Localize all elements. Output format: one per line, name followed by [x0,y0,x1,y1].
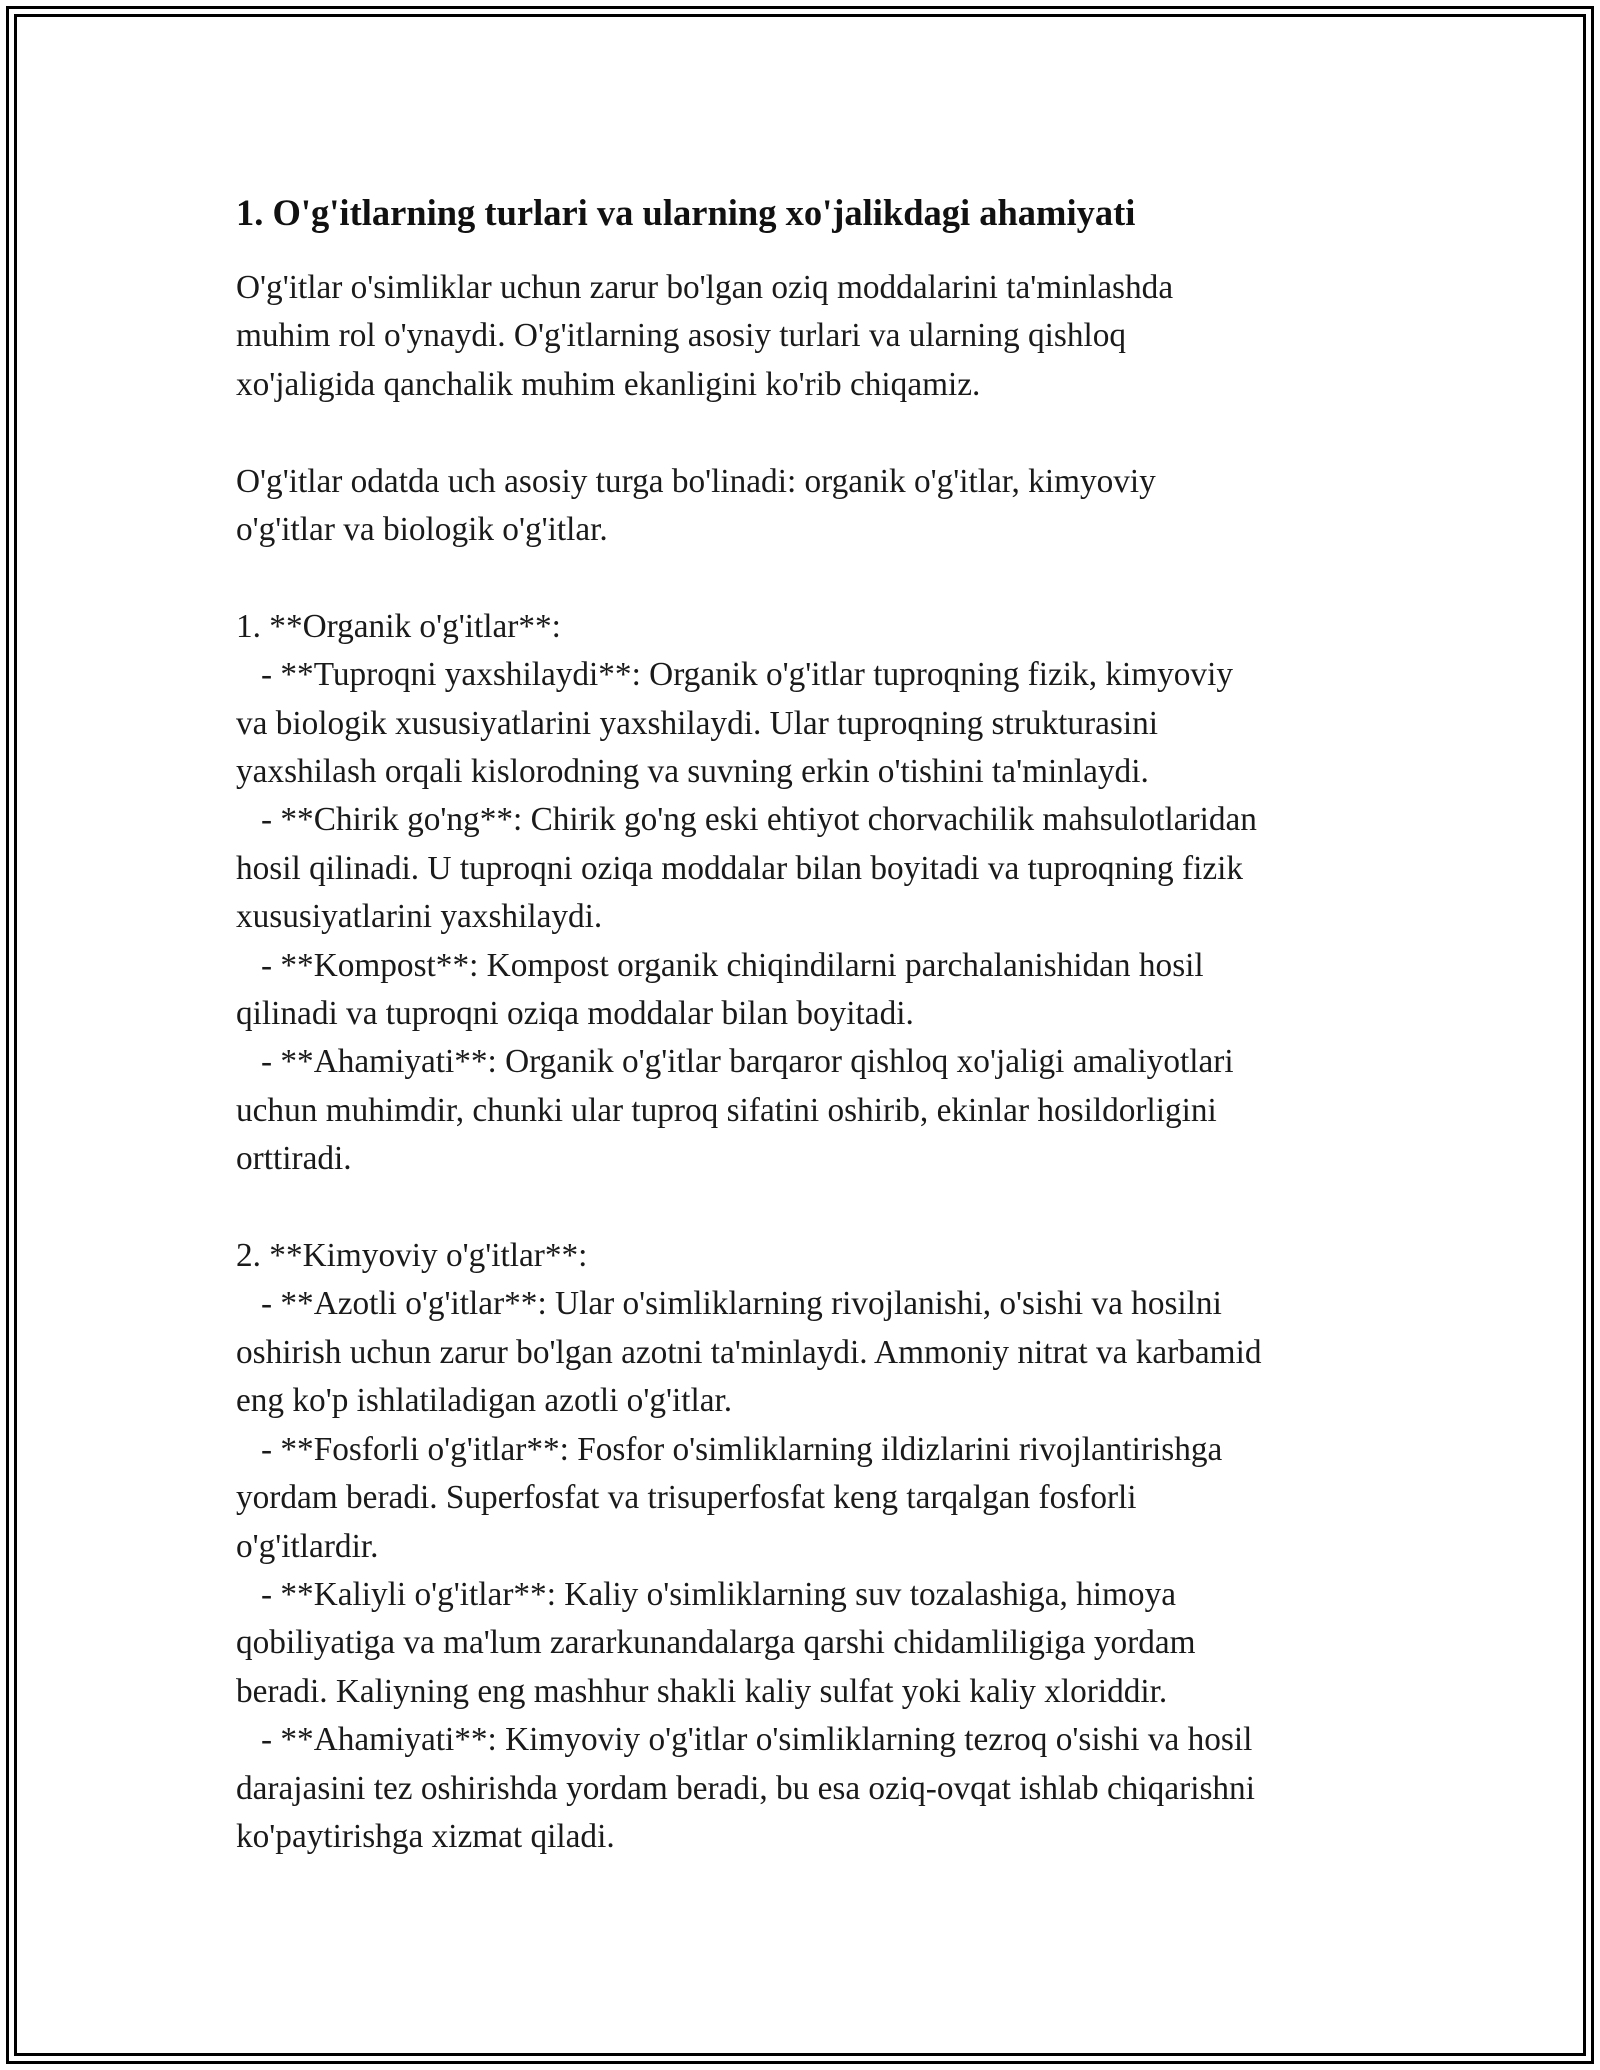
text-line: - **Chirik go'ng**: Chirik go'ng eski ehtiyot chorvachilik mahsulotlaridan [236,801,1257,839]
text-line: - **Azotli o'g'itlar**: Ular o'simliklarning rivojlanishi, o'sishi va hosilni [236,1285,1222,1323]
paragraph-gap [236,554,1386,602]
text-line: - **Kaliyli o'g'itlar**: Kaliy o'simliklarning suv tozalashiga, himoya [236,1575,1176,1613]
document-body [236,188,1386,1861]
text-line: - **Fosforli o'g'itlar**: Fosfor o'simliklarning ildizlarini rivojlantirishga [236,1430,1223,1468]
text-line: o'g'itlardir. [236,1527,379,1565]
paragraph-gap [236,1184,1386,1232]
organic-fertilizers-section [236,603,1386,1184]
text-line: ko'paytirishga xizmat qiladi. [236,1817,615,1855]
text-line: O'g'itlar o'simliklar uchun zarur bo'lgan oziq moddalarini ta'minlashda [236,269,1174,306]
text-line: oshirish uchun zarur bo'lgan azotni ta'minlaydi. Ammoniy nitrat va karbamid [236,1333,1262,1371]
document-heading: 1. O'g'itlarning turlari va ularning xo'jalikdagi ahamiyati [236,192,1136,233]
text-line: - **Ahamiyati**: Organik o'g'itlar barqaror qishloq xo'jaligi amaliyotlari [236,1043,1234,1081]
text-line: beradi. Kaliyning eng mashhur shakli kaliy sulfat yoki kaliy xloriddir. [236,1672,1168,1710]
text-line: orttiradi. [236,1140,352,1178]
text-line: muhim rol o'ynaydi. O'g'itlarning asosiy turlari va ularning qishloq [236,317,1127,355]
text-line: qobiliyatiga va ma'lum zararkunandalarga qarshi chidamliligiga yordam [236,1624,1196,1662]
text-line: O'g'itlar odatda uch asosiy turga bo'linadi: organik o'g'itlar, kimyoviy [236,462,1156,500]
text-line: - **Tuproqni yaxshilaydi**: Organik o'g'itlar tuproqning fizik, kimyoviy [236,656,1233,694]
chemical-fertilizers-section [236,1232,1386,1861]
overview-paragraph [236,458,1386,555]
text-line: - **Kompost**: Kompost organik chiqindilarni parchalanishidan hosil [236,946,1204,984]
text-line: yordam beradi. Superfosfat va trisuperfosfat keng tarqalgan fosforli [236,1479,1137,1517]
text-line: hosil qilinadi. U tuproqni oziqa moddalar bilan boyitadi va tuproqning fizik [236,849,1244,887]
text-line: o'g'itlar va biologik o'g'itlar. [236,511,608,549]
text-line: darajasini tez oshirishda yordam beradi, bu esa oziq-ovqat ishlab chiqarishni [236,1769,1255,1807]
text-line: 2. **Kimyoviy o'g'itlar**: [236,1237,588,1275]
text-line: qilinadi va tuproqni oziqa moddalar bilan boyitadi. [236,995,914,1033]
text-line: xususiyatlarini yaxshilaydi. [236,898,603,936]
text-line: yaxshilash orqali kislorodning va suvning erkin o'tishini ta'minlaydi. [236,753,1149,791]
text-line: 1. **Organik o'g'itlar**: [236,607,561,645]
text-line: eng ko'p ishlatiladigan azotli o'g'itlar. [236,1382,733,1420]
text-line: - **Ahamiyati**: Kimyoviy o'g'itlar o'simliklarning tezroq o'sishi va hosil [236,1721,1253,1759]
text-line: xo'jaligida qanchalik muhim ekanligini ko'rib chiqamiz. [236,365,981,403]
intro-paragraph [236,264,1386,409]
paragraph-gap [236,409,1386,457]
text-line: va biologik xususiyatlarini yaxshilaydi. Ular tuproqning strukturasini [236,704,1159,742]
text-line: uchun muhimdir, chunki ular tuproq sifatini oshirib, ekinlar hosildorligini [236,1091,1217,1129]
